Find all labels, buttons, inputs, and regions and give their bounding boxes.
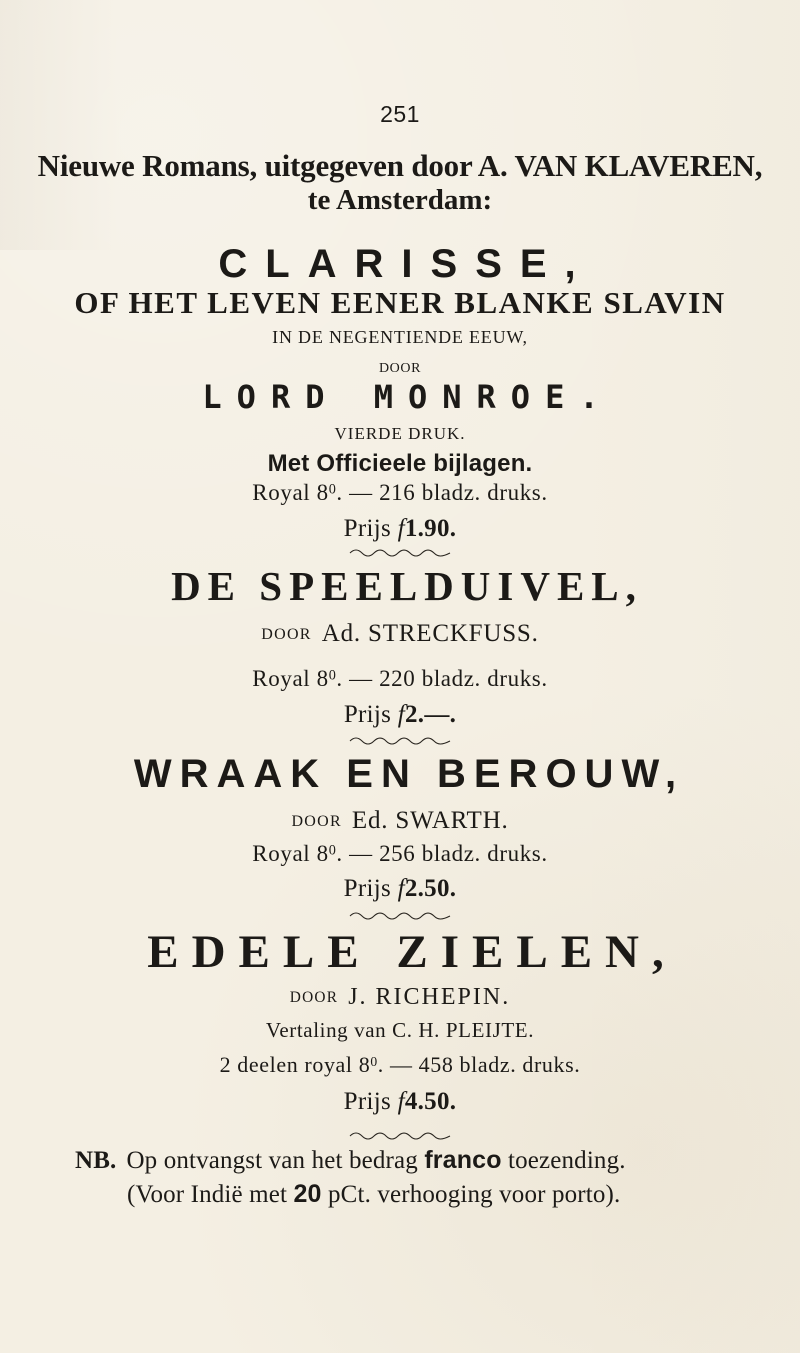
book-translator-label-edele-zielen: Vertaling van [265,1018,387,1042]
wavy-ornament-4 [350,1131,450,1139]
book-translator-name-edele-zielen: C. H. PLEIJTE. [392,1018,535,1042]
book-pages-wraak-en-berouw: . — 256 bladz. druks. [336,841,548,866]
book-price-currency-clarisse: f [397,515,405,542]
book-format-text-edele-zielen: 2 deelen royal 8 [219,1052,371,1077]
book-extra-clarisse: Met Officieele bijlagen. [267,450,533,477]
book-pages-clarisse: . — 216 bladz. druks. [336,480,548,505]
book-price-currency-speelduivel: f [397,701,405,728]
book-price-currency-wraak-en-berouw: f [397,875,405,902]
book-edition-clarisse: VIERDE DRUK. [334,424,466,443]
book-price-label-clarisse: Prijs [343,515,392,542]
book-author-label-speelduivel: DOOR [261,626,312,644]
shipping-note-india-prefix: (Voor Indië met [127,1181,288,1208]
book-title-edele-zielen: EDELE ZIELEN, [147,926,677,978]
book-format-edele-zielen [0,1054,800,1076]
book-author-speelduivel: Ad. STRECKFUSS. [321,620,539,647]
book-author-line-speelduivel [0,621,800,646]
book-author-edele-zielen: J. RICHEPIN. [348,984,511,1010]
book-format-degree-edele-zielen: 0 [370,1053,378,1069]
shipping-note-prefix: Op ontvangst van het bedrag [126,1147,418,1174]
book-title-clarisse: CLARISSE, [218,242,594,286]
book-pages-edele-zielen: . — 458 bladz. druks. [377,1052,581,1077]
book-price-edele-zielen [0,1089,800,1114]
publisher-location: te Amsterdam: [307,184,493,216]
book-price-speelduivel [0,702,800,727]
shipping-note-suffix: toezending. [508,1147,626,1174]
book-title-wraak-en-berouw: WRAAK EN BEROUW, [133,752,685,796]
book-format-wraak-en-berouw [0,842,800,865]
shipping-note-percentage: 20 [293,1180,322,1208]
book-price-wraak-en-berouw [0,876,800,901]
book-price-label-speelduivel: Prijs [343,701,392,728]
book-author-line-edele-zielen [0,985,800,1009]
wavy-ornament-3 [350,911,450,919]
book-format-text-wraak-en-berouw: Royal 8 [252,841,329,866]
book-author-line-wraak-en-berouw [0,808,800,833]
book-subtitle-clarisse: OF HET LEVEN EENER BLANKE SLAVIN [74,285,726,320]
book-format-text-speelduivel: Royal 8 [252,666,329,691]
book-price-label-wraak-en-berouw: Prijs [343,875,392,902]
book-price-clarisse [0,516,800,541]
book-format-degree-speelduivel: 0 [328,667,337,684]
book-price-label-edele-zielen: Prijs [343,1088,392,1115]
book-author-label-wraak-en-berouw: DOOR [291,813,342,831]
wavy-ornament-2 [350,736,450,744]
book-format-degree-clarisse: 0 [328,481,337,498]
shipping-note-line-1 [75,1148,735,1173]
book-author-wraak-en-berouw: Ed. SWARTH. [351,807,509,834]
book-pages-speelduivel: . — 220 bladz. druks. [336,666,548,691]
book-format-degree-wraak-en-berouw: 0 [328,842,337,859]
book-price-currency-edele-zielen: f [397,1088,405,1115]
book-title-speelduivel: DE SPEELDUIVEL, [171,563,643,609]
book-price-value-wraak-en-berouw: 2.50. [404,875,457,902]
book-author-label-edele-zielen: DOOR [289,989,339,1007]
book-format-speelduivel [0,667,800,690]
book-translator-edele-zielen [0,1020,800,1041]
page-number: 251 [380,101,420,127]
book-author-clarisse: LORD MONROE. [202,378,614,416]
book-price-value-edele-zielen: 4.50. [404,1088,457,1115]
book-century-line: IN DE NEGENTIENDE EEUW, [272,327,528,347]
shipping-note-line-2 [127,1182,787,1207]
book-price-value-clarisse: 1.90. [404,515,457,542]
shipping-note-label: NB. [75,1147,117,1174]
book-format-text-clarisse: Royal 8 [252,480,329,505]
wavy-ornament-1 [350,548,450,556]
book-format-clarisse [0,481,800,504]
book-author-label-clarisse: DOOR [378,361,422,376]
book-price-value-speelduivel: 2.—. [404,701,457,728]
shipping-note-franco: franco [424,1146,502,1174]
shipping-note-india-suffix: pCt. verhooging voor porto). [328,1181,621,1208]
publisher-heading: Nieuwe Romans, uitgegeven door A. VAN KLAVEREN, [37,148,763,183]
